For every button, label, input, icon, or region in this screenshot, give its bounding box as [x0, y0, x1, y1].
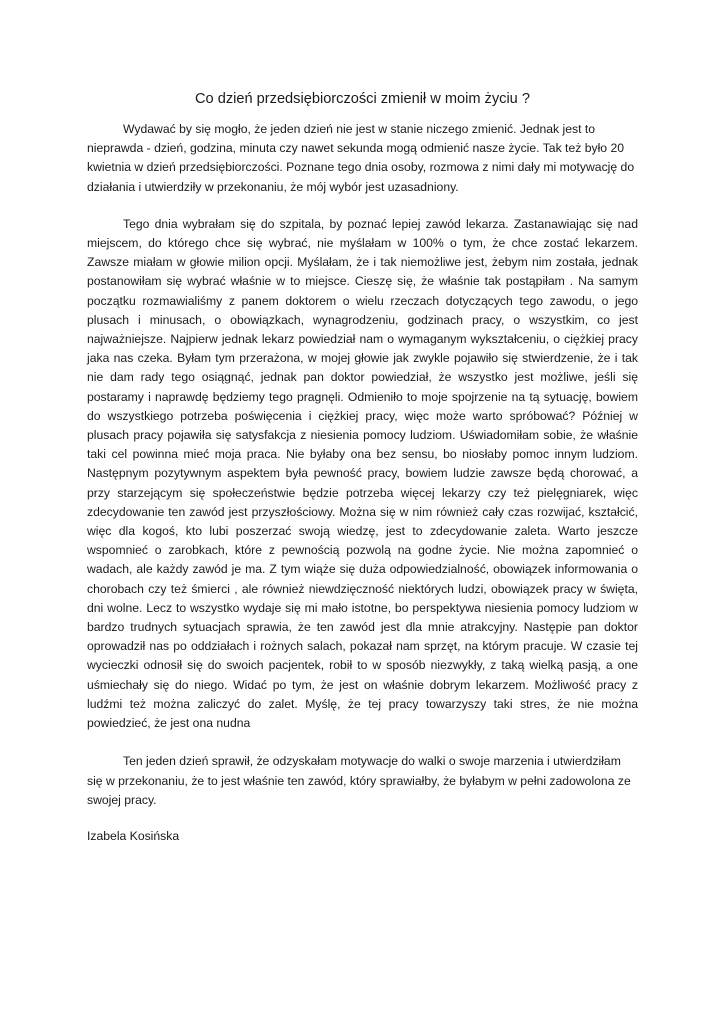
- document-body: [87, 120, 638, 810]
- paragraph-hospital-visit: Tego dnia wybrałam się do szpitala, by poznać lepiej zawód lekarza. Zastanawiając się nad miejscem, do którego chce się wybrać, nie myślałam w 100% o tym, że chce zostać lekarzem. Zawsze miałam w głowie milion opcji. Myślałam, że i tak niemożliwe jest, żebym nim została, jednak postanowiłam się wybrać właśnie w to miejsce. Cieszę się, że właśnie tak postąpiłam . Na samym początku rozmawialiśmy z panem doktorem o wielu rzeczach dotyczących tego zawodu, o jego plusach i minusach, o obowiązkach, wynagrodzeniu, godzinach pracy, o wszystkim, co jest najważniejsze. Najpierw jednak lekarz powiedział nam o wymaganym wykształceniu, o ciężkiej pracy jaka nas czeka. Byłam tym przerażona, w mojej głowie jak zwykle pojawiło się stwierdzenie, że i tak nie dam rady tego osiągnąć, jednak pan doktor powiedział, że wszystko jest możliwe, jeśli się postaramy i naprawdę będziemy tego pragnęli. Odmieniło to moje spojrzenie na tą sytuację, bowiem do wszystkiego potrzeba poświęcenia i ciężkiej pracy, więc może warto spróbować? Później w plusach pracy pojawiła się satysfakcja z niesienia pomocy ludziom. Uświadomiłam sobie, że właśnie taki cel powinna mieć moja praca. Nie byłaby ona bez sensu, bo niosłaby pomoc innym ludziom. Następnym pozytywnym aspektem była pewność pracy, bowiem ludzie zawsze będą chorować, a przy starzejącym się społeczeństwie będzie potrzeba więcej lekarzy czy też pielęgniarek, więc zdecydowanie ten zawód jest przyszłościowy. Można się w nim również cały czas rozwijać, kształcić, więc dla kogoś, kto lubi poszerzać swoją wiedzę, jest to zdecydowanie zaleta. Warto jeszcze wspomnieć o zarobkach, które z pewnością pozwolą na godne życie. Nie można zapomnieć o wadach, ale każdy zawód je ma. Z tym wiąże się duża odpowiedzialność, obowiązek informowania o chorobach czy też śmierci , ale również niewdzięczność niektórych ludzi, obowiązek pracy w święta, dni wolne. Lecz to wszystko wydaje się mi mało istotne, bo perspektywa niesienia pomocy ludziom w bardzo trudnych sytuacjach sprawia, że ten zawód jest dla mnie atrakcyjny. Następie pan doktor oprowadził nas po oddziałach i rożnych salach, pokazał nam sprzęt, na którym pracuje. W czasie tej wycieczki odnosił się do swoich pacjentek, robił to w sposób niezwykły, z taką wielką pasją, a one uśmiechały się do niego. Widać po tym, że jest on właśnie dobrym lekarzem. Możliwość pracy z ludźmi też można zaliczyć do zalet. Myślę, że tej pracy towarzyszy taki stres, że nie można powiedzieć, że jest ona nudna: [87, 216, 638, 731]
- document-title: Co dzień przedsiębiorczości zmienił w moim życiu ?: [195, 91, 530, 107]
- paragraph-intro: Wydawać by się mogło, że jeden dzień nie jest w stanie niczego zmienić. Jednak jest to nieprawda - dzień, godzina, minuta czy nawet sekunda mogą odmienić nasze życie. Tak też było 20 kwietnia w dzień przedsiębiorczości. Poznane tego dnia osoby, rozmowa z nimi dały mi motywację do działania i utwierdziły w przekonaniu, że mój wybór jest uzasadniony.: [87, 122, 635, 194]
- paragraph-conclusion: Ten jeden dzień sprawił, że odzyskałam motywacje do walki o swoje marzenia i utwierdziłam się w przekonaniu, że to jest właśnie ten zawód, który sprawiałby, że byłabym w pełni zadowolona ze swojej pracy.: [87, 754, 631, 807]
- author-signature: Izabela Kosińska: [87, 829, 180, 843]
